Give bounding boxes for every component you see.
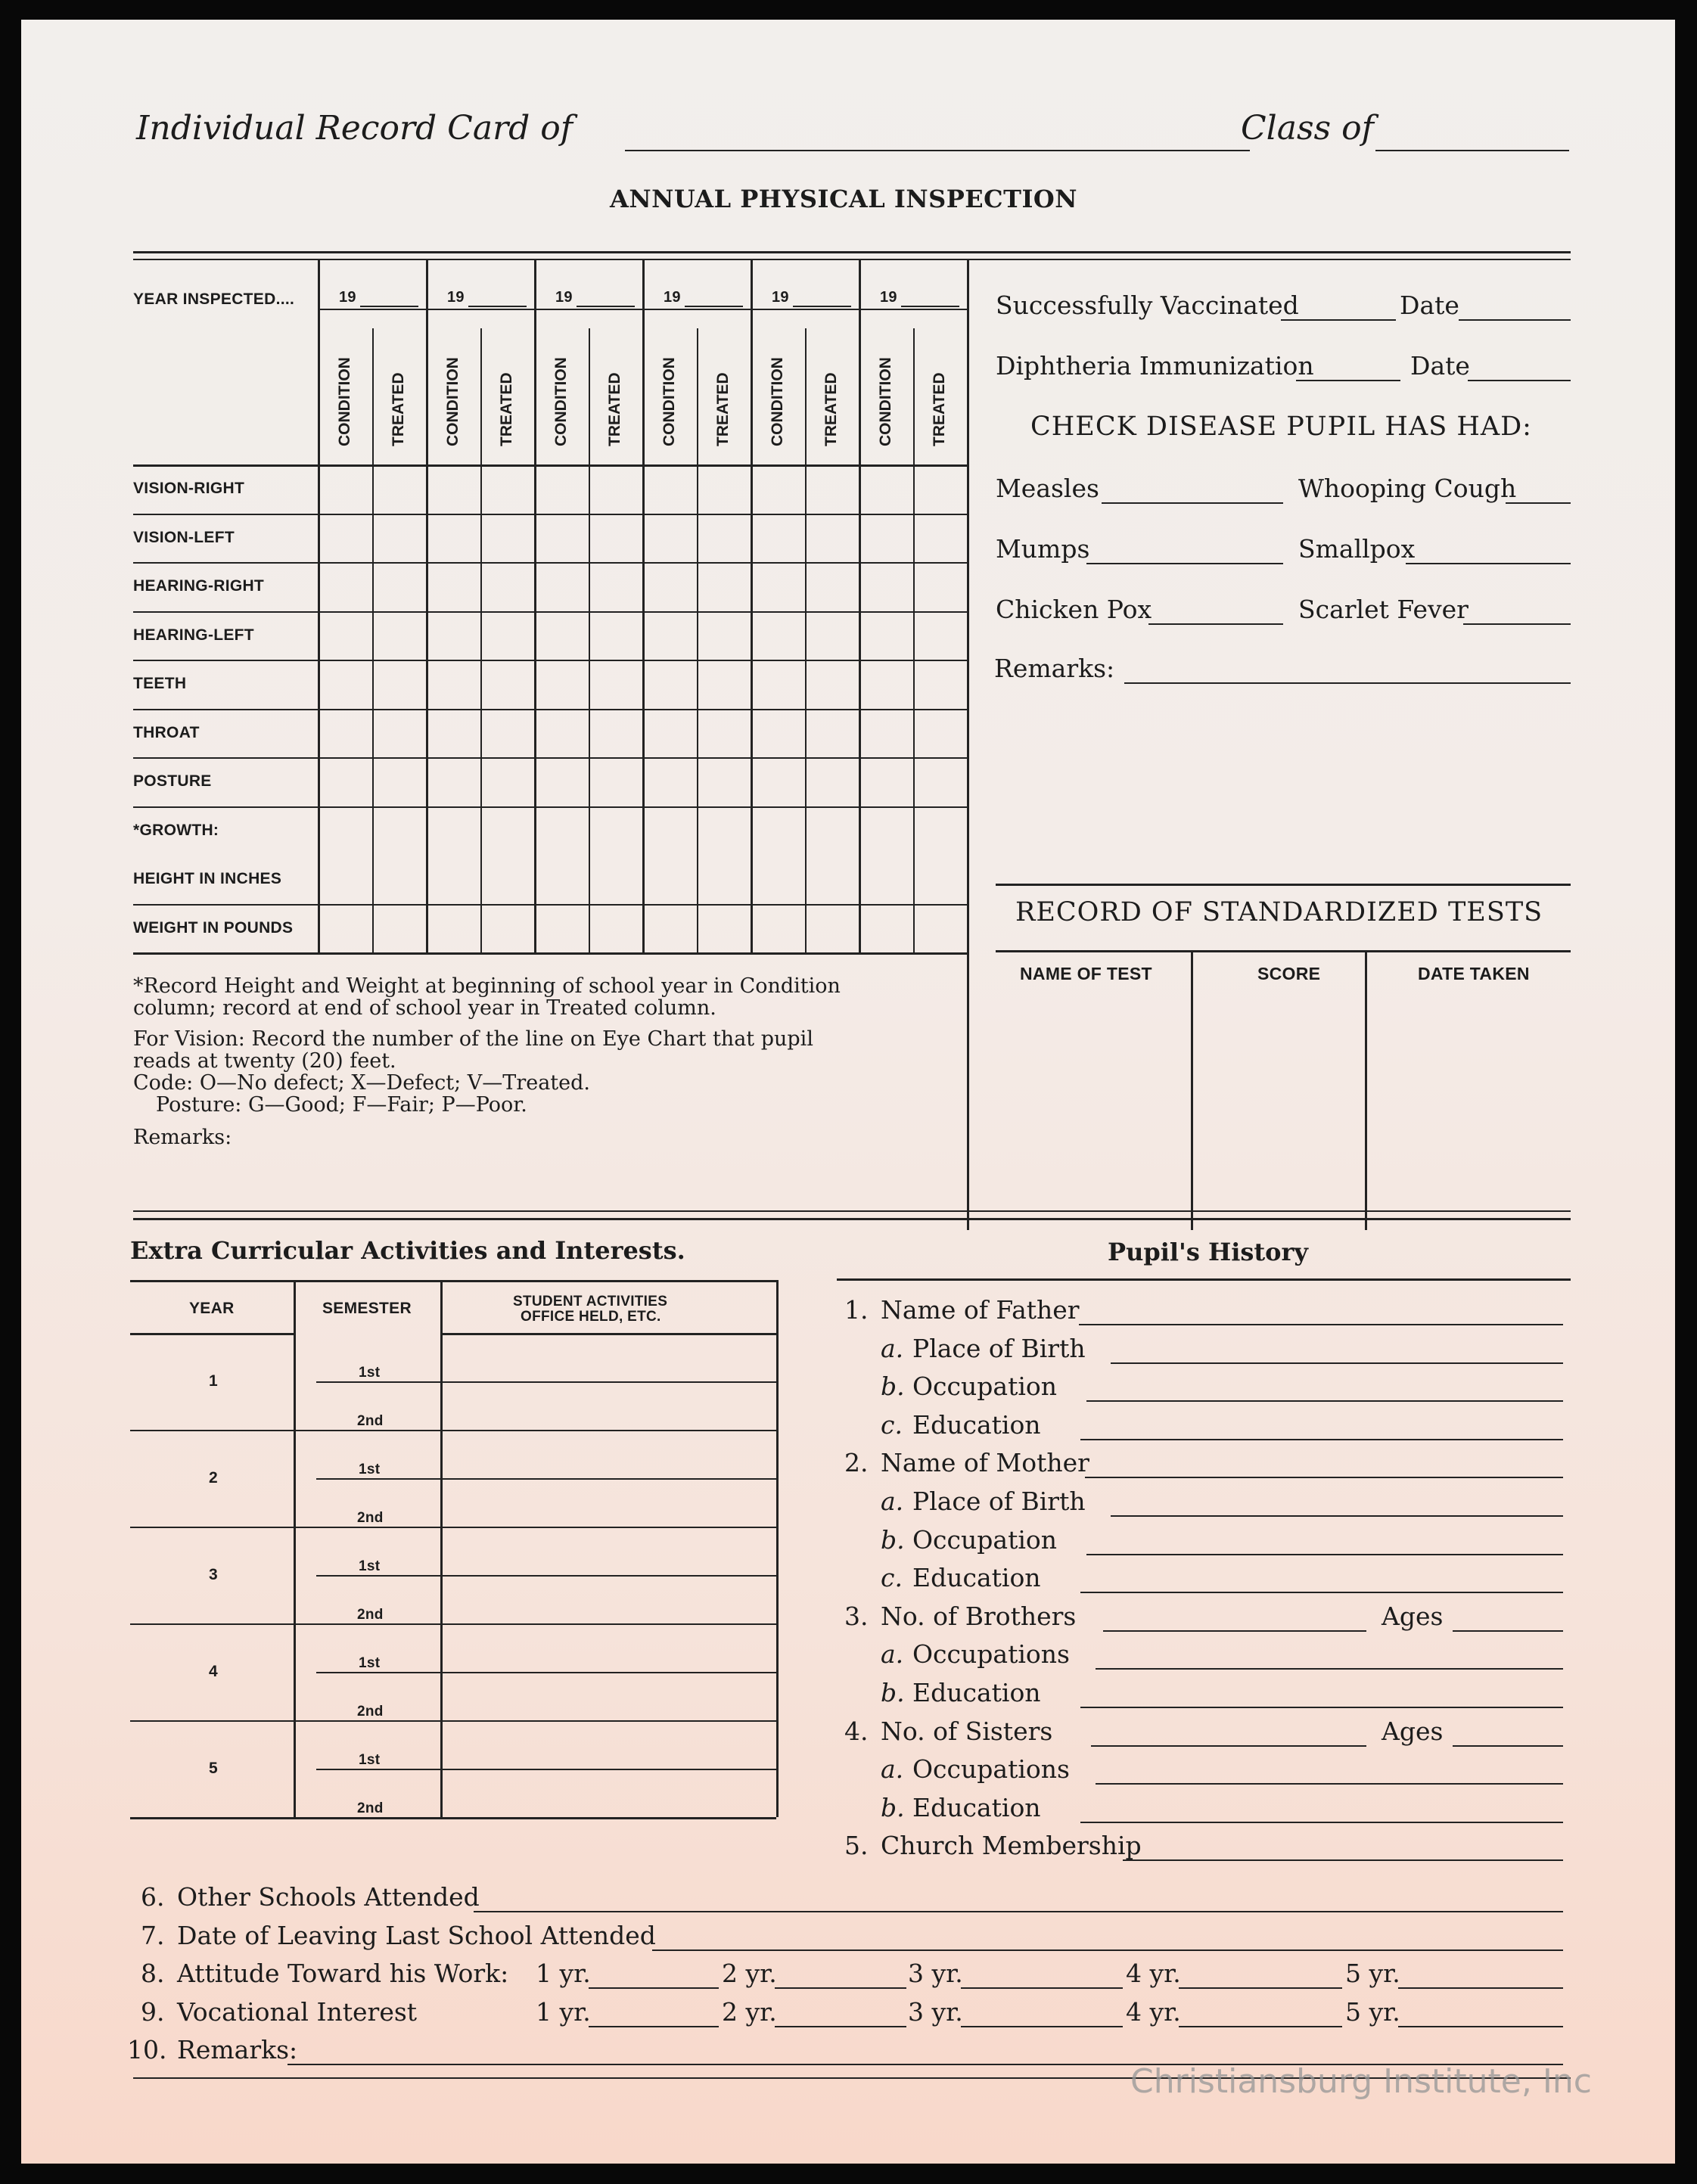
bottom-blank[interactable]: [474, 1911, 1563, 1912]
act-year-rule[interactable]: [130, 1527, 776, 1528]
act-semester-rule[interactable]: [316, 1769, 776, 1770]
act-semester-1st: 1st: [359, 1655, 381, 1671]
history-item-label: Education: [912, 1409, 1041, 1440]
act-bottom-rule: [130, 1817, 776, 1819]
history-item-num: c.: [881, 1409, 903, 1440]
year-prefix: 19: [664, 289, 681, 306]
row-rule: [133, 806, 967, 808]
col-treated: TREATED: [606, 372, 624, 446]
year-blank[interactable]: [360, 306, 418, 307]
row-rule: [133, 611, 967, 613]
header-bottom-rule: [133, 464, 967, 467]
page-title: ANNUAL PHYSICAL INSPECTION: [610, 185, 1078, 213]
watermark: Christiansburg Institute, Inc: [1130, 2062, 1592, 2101]
col-treated: TREATED: [390, 372, 408, 446]
act-header-rule: [440, 1333, 776, 1335]
disease-measles: Measles: [996, 474, 1099, 503]
history-item-num: a.: [881, 1487, 904, 1516]
subcol-divider: [480, 328, 482, 952]
history-ages-label: Ages: [1382, 1601, 1444, 1631]
yr-label: 4 yr.: [1126, 1996, 1181, 2027]
tests-col-date: DATE TAKEN: [1418, 964, 1530, 983]
yr-label: 4 yr.: [1126, 1959, 1181, 1989]
history-item-num: 4.: [844, 1716, 869, 1746]
year-blank[interactable]: [901, 306, 959, 307]
act-header-rule: [130, 1333, 294, 1335]
history-blank[interactable]: [1096, 1783, 1563, 1785]
history-blank[interactable]: [1080, 1439, 1563, 1440]
act-year-rule[interactable]: [130, 1430, 776, 1431]
history-item-label: Occupation: [912, 1524, 1058, 1555]
history-item-label: Education: [912, 1678, 1041, 1707]
bottom-item-label: Attitude Toward his Work:: [177, 1959, 509, 1989]
act-col-activities: STUDENT ACTIVITIES: [513, 1294, 668, 1309]
inspection-row-label: WEIGHT IN POUNDS: [133, 918, 294, 937]
inspection-row-label: POSTURE: [133, 772, 212, 790]
yr-blank[interactable]: [961, 2026, 1123, 2027]
history-blank[interactable]: [1086, 1554, 1563, 1555]
act-divider: [440, 1280, 443, 1817]
vaccinated-date-label: Date: [1400, 290, 1459, 320]
yr-blank[interactable]: [775, 2026, 906, 2027]
diphtheria-line[interactable]: [1296, 380, 1400, 381]
history-item-label: Education: [912, 1792, 1041, 1822]
history-blank[interactable]: [1103, 1630, 1366, 1632]
history-item-label: Name of Father: [881, 1295, 1080, 1325]
health-remarks-label: Remarks:: [994, 654, 1115, 683]
year-divider: [534, 260, 536, 952]
act-semester-2nd: 2nd: [357, 1607, 384, 1623]
vaccinated-date-line[interactable]: [1459, 319, 1571, 321]
bottom-blank[interactable]: [652, 1949, 1563, 1951]
history-item-label: Occupations: [912, 1754, 1070, 1785]
history-item-num: b.: [881, 1524, 905, 1555]
bottom-item-num: 9.: [141, 1996, 165, 2027]
history-item-num: a.: [881, 1639, 904, 1670]
yr-blank[interactable]: [961, 1987, 1123, 1989]
col-treated: TREATED: [822, 372, 841, 446]
yr-label: 2 yr.: [722, 1996, 777, 2027]
row-rule: [133, 904, 967, 906]
yr-label: 3 yr.: [908, 1959, 963, 1989]
history-item-num: 5.: [844, 1831, 869, 1861]
act-year-rule[interactable]: [130, 1720, 776, 1722]
act-semester-2nd: 2nd: [357, 1704, 384, 1720]
yr-blank[interactable]: [1179, 1987, 1342, 1989]
history-ages-label: Ages: [1382, 1716, 1444, 1746]
class-line[interactable]: [1375, 150, 1569, 151]
inspection-row-label: HEARING-LEFT: [133, 626, 254, 644]
act-col-year: YEAR: [189, 1300, 235, 1317]
vaccinated-line[interactable]: [1281, 319, 1396, 321]
row-rule: [133, 757, 967, 759]
history-item-num: 1.: [844, 1295, 869, 1325]
diphtheria-date-label: Date: [1410, 351, 1470, 381]
history-blank[interactable]: [1091, 1745, 1366, 1747]
act-top-rule: [130, 1280, 776, 1282]
bottom-item-num: 6.: [141, 1882, 165, 1912]
act-semester-rule[interactable]: [316, 1381, 776, 1383]
history-item-label: Place of Birth: [912, 1333, 1086, 1363]
year-divider: [751, 260, 753, 952]
history-item-label: Name of Mother: [881, 1448, 1089, 1478]
yr-blank[interactable]: [1398, 1987, 1563, 1989]
yr-label: 1 yr.: [536, 1996, 591, 2027]
year-divider: [859, 260, 861, 952]
act-semester-1st: 1st: [359, 1462, 381, 1477]
yr-label: 5 yr.: [1345, 1996, 1400, 2027]
col-condition: CONDITION: [660, 357, 678, 446]
act-year-number: 5: [209, 1760, 218, 1777]
history-item-num: a.: [881, 1754, 904, 1785]
act-year-number: 3: [209, 1566, 218, 1583]
year-divider: [318, 260, 320, 952]
history-blank[interactable]: [1096, 1668, 1563, 1670]
act-semester-2nd: 2nd: [357, 1510, 384, 1526]
inspection-row-label: *GROWTH:: [133, 821, 219, 839]
tests-col-score: SCORE: [1257, 964, 1321, 983]
history-item-label: No. of Sisters: [881, 1716, 1053, 1746]
scarlet-line[interactable]: [1463, 623, 1571, 625]
year-prefix: 19: [339, 289, 356, 306]
bottom-item-label: Remarks:: [177, 2035, 298, 2065]
tests-heading: RECORD OF STANDARDIZED TESTS: [1015, 897, 1543, 927]
yr-blank[interactable]: [1179, 2026, 1342, 2027]
history-blank[interactable]: [1085, 1477, 1563, 1478]
yr-label: 5 yr.: [1345, 1959, 1400, 1989]
disease-whooping-cough: Whooping Cough: [1298, 474, 1517, 503]
inspection-row-label: HEARING-RIGHT: [133, 577, 265, 595]
chickenpox-line[interactable]: [1148, 623, 1283, 625]
history-item-num: 2.: [844, 1448, 869, 1478]
act-col-office: OFFICE HELD, ETC.: [521, 1309, 661, 1325]
history-blank[interactable]: [1123, 1859, 1563, 1861]
col-condition: CONDITION: [876, 357, 894, 446]
record-card: [21, 20, 1675, 2164]
col-condition: CONDITION: [768, 357, 786, 446]
history-item-label: Church Membership: [881, 1831, 1142, 1861]
bottom-item-num: 7.: [141, 1920, 165, 1950]
history-ages-blank[interactable]: [1453, 1745, 1563, 1747]
disease-heading: CHECK DISEASE PUPIL HAS HAD:: [1030, 412, 1532, 442]
act-col-semester: SEMESTER: [322, 1300, 412, 1317]
class-label: Class of: [1241, 109, 1374, 148]
col-condition: CONDITION: [552, 357, 570, 446]
act-semester-2nd: 2nd: [357, 1800, 384, 1816]
yr-label: 2 yr.: [722, 1959, 777, 1989]
history-item-label: Education: [912, 1563, 1041, 1593]
inspection-row-label: VISION-RIGHT: [133, 480, 245, 497]
year-blank[interactable]: [793, 306, 851, 307]
row-rule: [133, 562, 967, 564]
act-semester-1st: 1st: [359, 1558, 381, 1574]
whooping-line[interactable]: [1506, 502, 1571, 504]
history-item-label: No. of Brothers: [881, 1601, 1077, 1631]
year-blank[interactable]: [685, 306, 743, 307]
act-year-rule[interactable]: [130, 1623, 776, 1625]
act-semester-rule[interactable]: [316, 1575, 776, 1577]
yr-label: 1 yr.: [536, 1959, 591, 1989]
disease-smallpox: Smallpox: [1298, 534, 1416, 564]
history-blank[interactable]: [1111, 1515, 1563, 1517]
act-semester-1st: 1st: [359, 1365, 381, 1381]
year-divider: [642, 260, 645, 952]
act-divider: [776, 1280, 779, 1817]
card-title: Individual Record Card of: [136, 109, 573, 148]
bottom-item-label: Other Schools Attended: [177, 1882, 480, 1912]
year-blank[interactable]: [468, 306, 527, 307]
history-blank[interactable]: [1080, 1592, 1563, 1593]
act-divider: [294, 1280, 296, 1817]
history-blank[interactable]: [1086, 1400, 1563, 1402]
col-treated: TREATED: [714, 372, 732, 446]
year-inspected-label: YEAR INSPECTED....: [133, 290, 295, 308]
inspection-row-label: THROAT: [133, 723, 200, 741]
col-condition: CONDITION: [335, 357, 353, 446]
history-ages-blank[interactable]: [1453, 1630, 1563, 1632]
act-semester-2nd: 2nd: [357, 1413, 384, 1429]
act-semester-1st: 1st: [359, 1752, 381, 1768]
health-remarks-line[interactable]: [1124, 682, 1571, 684]
name-line[interactable]: [625, 150, 1250, 151]
year-prefix: 19: [555, 289, 573, 306]
history-item-label: Occupations: [912, 1639, 1070, 1670]
diphtheria-label: Diphtheria Immunization: [996, 351, 1314, 381]
history-item-num: b.: [881, 1372, 905, 1402]
history-blank[interactable]: [1080, 1707, 1563, 1708]
history-blank[interactable]: [1079, 1324, 1563, 1325]
header-rule: [318, 309, 967, 310]
inspection-row-label: VISION-LEFT: [133, 528, 235, 546]
row-rule: [133, 514, 967, 515]
yr-blank[interactable]: [589, 2026, 719, 2027]
history-item-num: a.: [881, 1333, 904, 1363]
year-prefix: 19: [772, 289, 789, 306]
year-blank[interactable]: [577, 306, 635, 307]
bottom-item-label: Date of Leaving Last School Attended: [177, 1920, 656, 1950]
measles-line[interactable]: [1102, 502, 1283, 504]
disease-mumps: Mumps: [996, 534, 1090, 564]
act-year-number: 4: [209, 1663, 218, 1680]
subcol-divider: [805, 328, 807, 952]
vaccinated-label: Successfully Vaccinated: [996, 290, 1299, 320]
history-item-num: b.: [881, 1678, 905, 1707]
yr-blank[interactable]: [1398, 2026, 1563, 2027]
tests-col-name: NAME OF TEST: [1020, 964, 1152, 983]
inspection-row-label: TEETH: [133, 675, 187, 692]
history-item-label: Place of Birth: [912, 1487, 1086, 1516]
act-year-number: 1: [209, 1372, 218, 1390]
subcol-divider: [913, 328, 915, 952]
subcol-divider: [372, 328, 374, 952]
subcol-divider: [697, 328, 698, 952]
disease-chicken-pox: Chicken Pox: [996, 595, 1152, 624]
history-blank[interactable]: [1111, 1362, 1563, 1364]
smallpox-line[interactable]: [1406, 563, 1571, 564]
col-treated: TREATED: [498, 372, 516, 446]
mumps-line[interactable]: [1086, 563, 1283, 564]
grid-bottom-rule: [133, 952, 967, 955]
history-heading: Pupil's History: [1108, 1238, 1308, 1266]
col-condition: CONDITION: [443, 357, 462, 446]
history-item-num: c.: [881, 1563, 903, 1593]
col-treated: TREATED: [931, 372, 949, 446]
act-year-number: 2: [209, 1469, 218, 1487]
inspection-row-label: HEIGHT IN INCHES: [133, 870, 282, 887]
activities-heading: Extra Curricular Activities and Interests.: [130, 1236, 685, 1265]
bottom-item-num: 8.: [141, 1959, 165, 1989]
history-item-num: b.: [881, 1792, 905, 1822]
diphtheria-date-line[interactable]: [1468, 380, 1571, 381]
year-prefix: 19: [880, 289, 897, 306]
yr-blank[interactable]: [775, 1987, 906, 1989]
row-rule: [133, 660, 967, 661]
bottom-item-label: Vocational Interest: [177, 1996, 418, 2027]
subcol-divider: [589, 328, 590, 952]
act-semester-rule[interactable]: [316, 1672, 776, 1673]
disease-scarlet-fever: Scarlet Fever: [1298, 595, 1469, 624]
bottom-item-num: 10.: [127, 2035, 167, 2065]
yr-blank[interactable]: [589, 1987, 719, 1989]
row-rule: [133, 709, 967, 710]
yr-label: 3 yr.: [908, 1996, 963, 2027]
inspection-notes: *Record Height and Weight at beginning of school year in Condition column; record at end of school year in Treated column. For Vision: Record the number of the line on Eye Chart that pupil reads at twenty (20) feet. Code: O—No defect; X—Defect; V—Treated. Posture: G—Good; F—Fair; P—Poor. Remarks:: [133, 974, 841, 1149]
history-blank[interactable]: [1080, 1822, 1563, 1823]
history-item-num: 3.: [844, 1601, 869, 1631]
year-divider: [426, 260, 428, 952]
act-semester-rule[interactable]: [316, 1478, 776, 1480]
history-item-label: Occupation: [912, 1372, 1058, 1402]
year-prefix: 19: [447, 289, 465, 306]
